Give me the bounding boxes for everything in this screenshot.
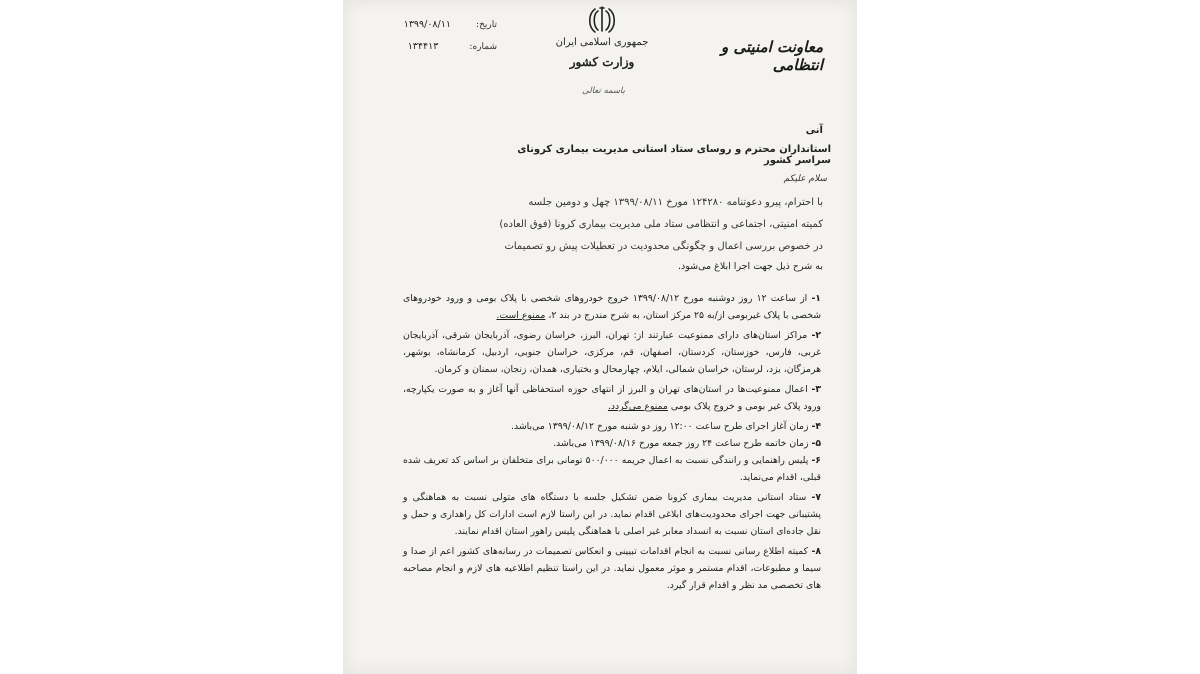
item-number: ۳-: [811, 384, 821, 395]
iran-emblem-icon: [587, 4, 617, 36]
item-number: ۴-: [811, 421, 821, 432]
item-number: ۵-: [811, 438, 821, 449]
directive-item: [403, 452, 821, 486]
recipient-line: استانداران محترم و روسای ستاد استانی مدیریت بیماری کرونای سراسر کشور: [517, 144, 831, 166]
letter-document: [343, 0, 857, 674]
item-text: پلیس راهنمایی و رانندگی نسبت به اعمال جریمه ۵۰۰/۰۰۰ تومانی برای متخلفان بر اساس کد تعریف شده قبلی، اقدام می‌نماید.: [403, 455, 821, 483]
item-number: ۶-: [811, 455, 821, 466]
directive-item: [403, 381, 821, 415]
directive-item: [403, 489, 821, 540]
item-emphasis: ممنوع است.: [496, 310, 546, 321]
directive-item: [403, 290, 821, 324]
number-label: شماره:: [469, 42, 497, 52]
date-row: [377, 12, 497, 31]
item-text: ستاد استانی مدیریت بیماری کرونا ضمن تشکیل جلسه با دستگاه های متولی نسبت به هماهنگی و پشتیبانی جهت اجرای محدودیت‌های ابلاغی اقدام نماید. در این راستا لازم است ادارات کل راهداری و حمل و نقل جاده‌ای استان نسبت به انسداد معابر غیر اصلی با هماهنگی پلیس راهور استان اقدام نمایند.: [403, 492, 821, 537]
directive-item: [403, 435, 821, 452]
directive-item: [403, 543, 821, 594]
item-number: ۸-: [811, 546, 821, 557]
bismillah-text: باسمه تعالی: [582, 86, 625, 96]
intro-paragraph: [415, 192, 823, 276]
directives-list: [403, 290, 821, 594]
number-value: ۱۳۴۴۱۳: [407, 41, 439, 52]
item-number: ۲-: [811, 330, 821, 341]
item-emphasis: ممنوع می‌گردد.: [607, 401, 668, 412]
date-label: تاریخ:: [476, 20, 497, 30]
item-number: ۱-: [811, 293, 821, 304]
directive-item: [403, 327, 821, 378]
item-text: زمان خاتمه طرح ساعت ۲۴ روز جمعه مورخ ۱۳۹۹/۰۸/۱۶ می‌باشد.: [553, 438, 809, 449]
item-text: کمیته اطلاع رسانی نسبت به انجام اقدامات تبیینی و انعکاس تصمیمات در رسانه‌های کشور اعم از صدا و سیما و مطبوعات، اقدام مستمر و موثر معمول نماید. در این راستا تنظیم اطلاعیه های لازم و انجام مصاحبه های تخصصی مد نظر و اقدام قرار گیرد.: [403, 546, 821, 591]
intro-line: کمیته امنیتی، اجتماعی و انتظامی ستاد ملی مدیریت بیماری کرونا (فوق العاده): [499, 219, 823, 230]
date-value: ۱۳۹۹/۰۸/۱۱: [403, 19, 451, 30]
intro-line: در خصوص بررسی اعمال و چگونگی محدودیت در تعطیلات پیش رو تصمیمات: [504, 241, 823, 252]
intro-line: با احترام، پیرو دعوتنامه ۱۲۴۲۸۰ مورخ ۱۳۹۹/۰۸/۱۱ چهل و دومین جلسه: [528, 197, 823, 208]
greeting-text: سلام علیکم: [783, 174, 827, 184]
item-number: ۷-: [811, 492, 821, 503]
item-text: اعمال ممنوعیت‌ها در استان‌های تهران و البرز از انتهای حوزه استحفاظی آنها آغاز و به صورت یکپارچه، ورود پلاک غیر بومی و خروج پلاک بومی: [403, 384, 821, 412]
item-text: از ساعت ۱۲ روز دوشنبه مورخ ۱۳۹۹/۰۸/۱۲ خروج خودروهای شخصی با پلاک بومی و ورود خودروهای شخصی با پلاک غیربومی از/به ۲۵ مرکز استان، به شرح مندرج در بند ۲،: [403, 293, 821, 321]
directive-item: [403, 418, 821, 435]
number-row: [377, 34, 497, 53]
country-name: جمهوری اسلامی ایران: [555, 37, 649, 48]
deputy-heading: معاونت امنیتی و انتظامی: [721, 38, 823, 74]
urgency-label: آنی: [805, 125, 823, 136]
ministry-name: وزارت کشور: [569, 55, 635, 69]
item-text: زمان آغاز اجرای طرح ساعت ۱۲:۰۰ روز دو شنبه مورخ ۱۳۹۹/۰۸/۱۲ می‌باشد.: [511, 421, 809, 432]
item-text: مراکز استان‌های دارای ممنوعیت عبارتند از: تهران، البرز، خراسان رضوی، آذربایجان شرقی، آذربایجان غربی، فارس، خوزستان، کردستان، اصفهان، قم، مرکزی، خراسان جنوبی، اردبیل، کرمانشاه، بوشهر، هرمزگان، یزد، لرستان، خراسان شمالی، ایلام، چهارمحال و بختیاری، همدان، زنجان، سمنان و کرمان.: [403, 330, 821, 375]
intro-line: به شرح ذیل جهت اجرا ابلاغ می‌شود.: [678, 261, 823, 272]
